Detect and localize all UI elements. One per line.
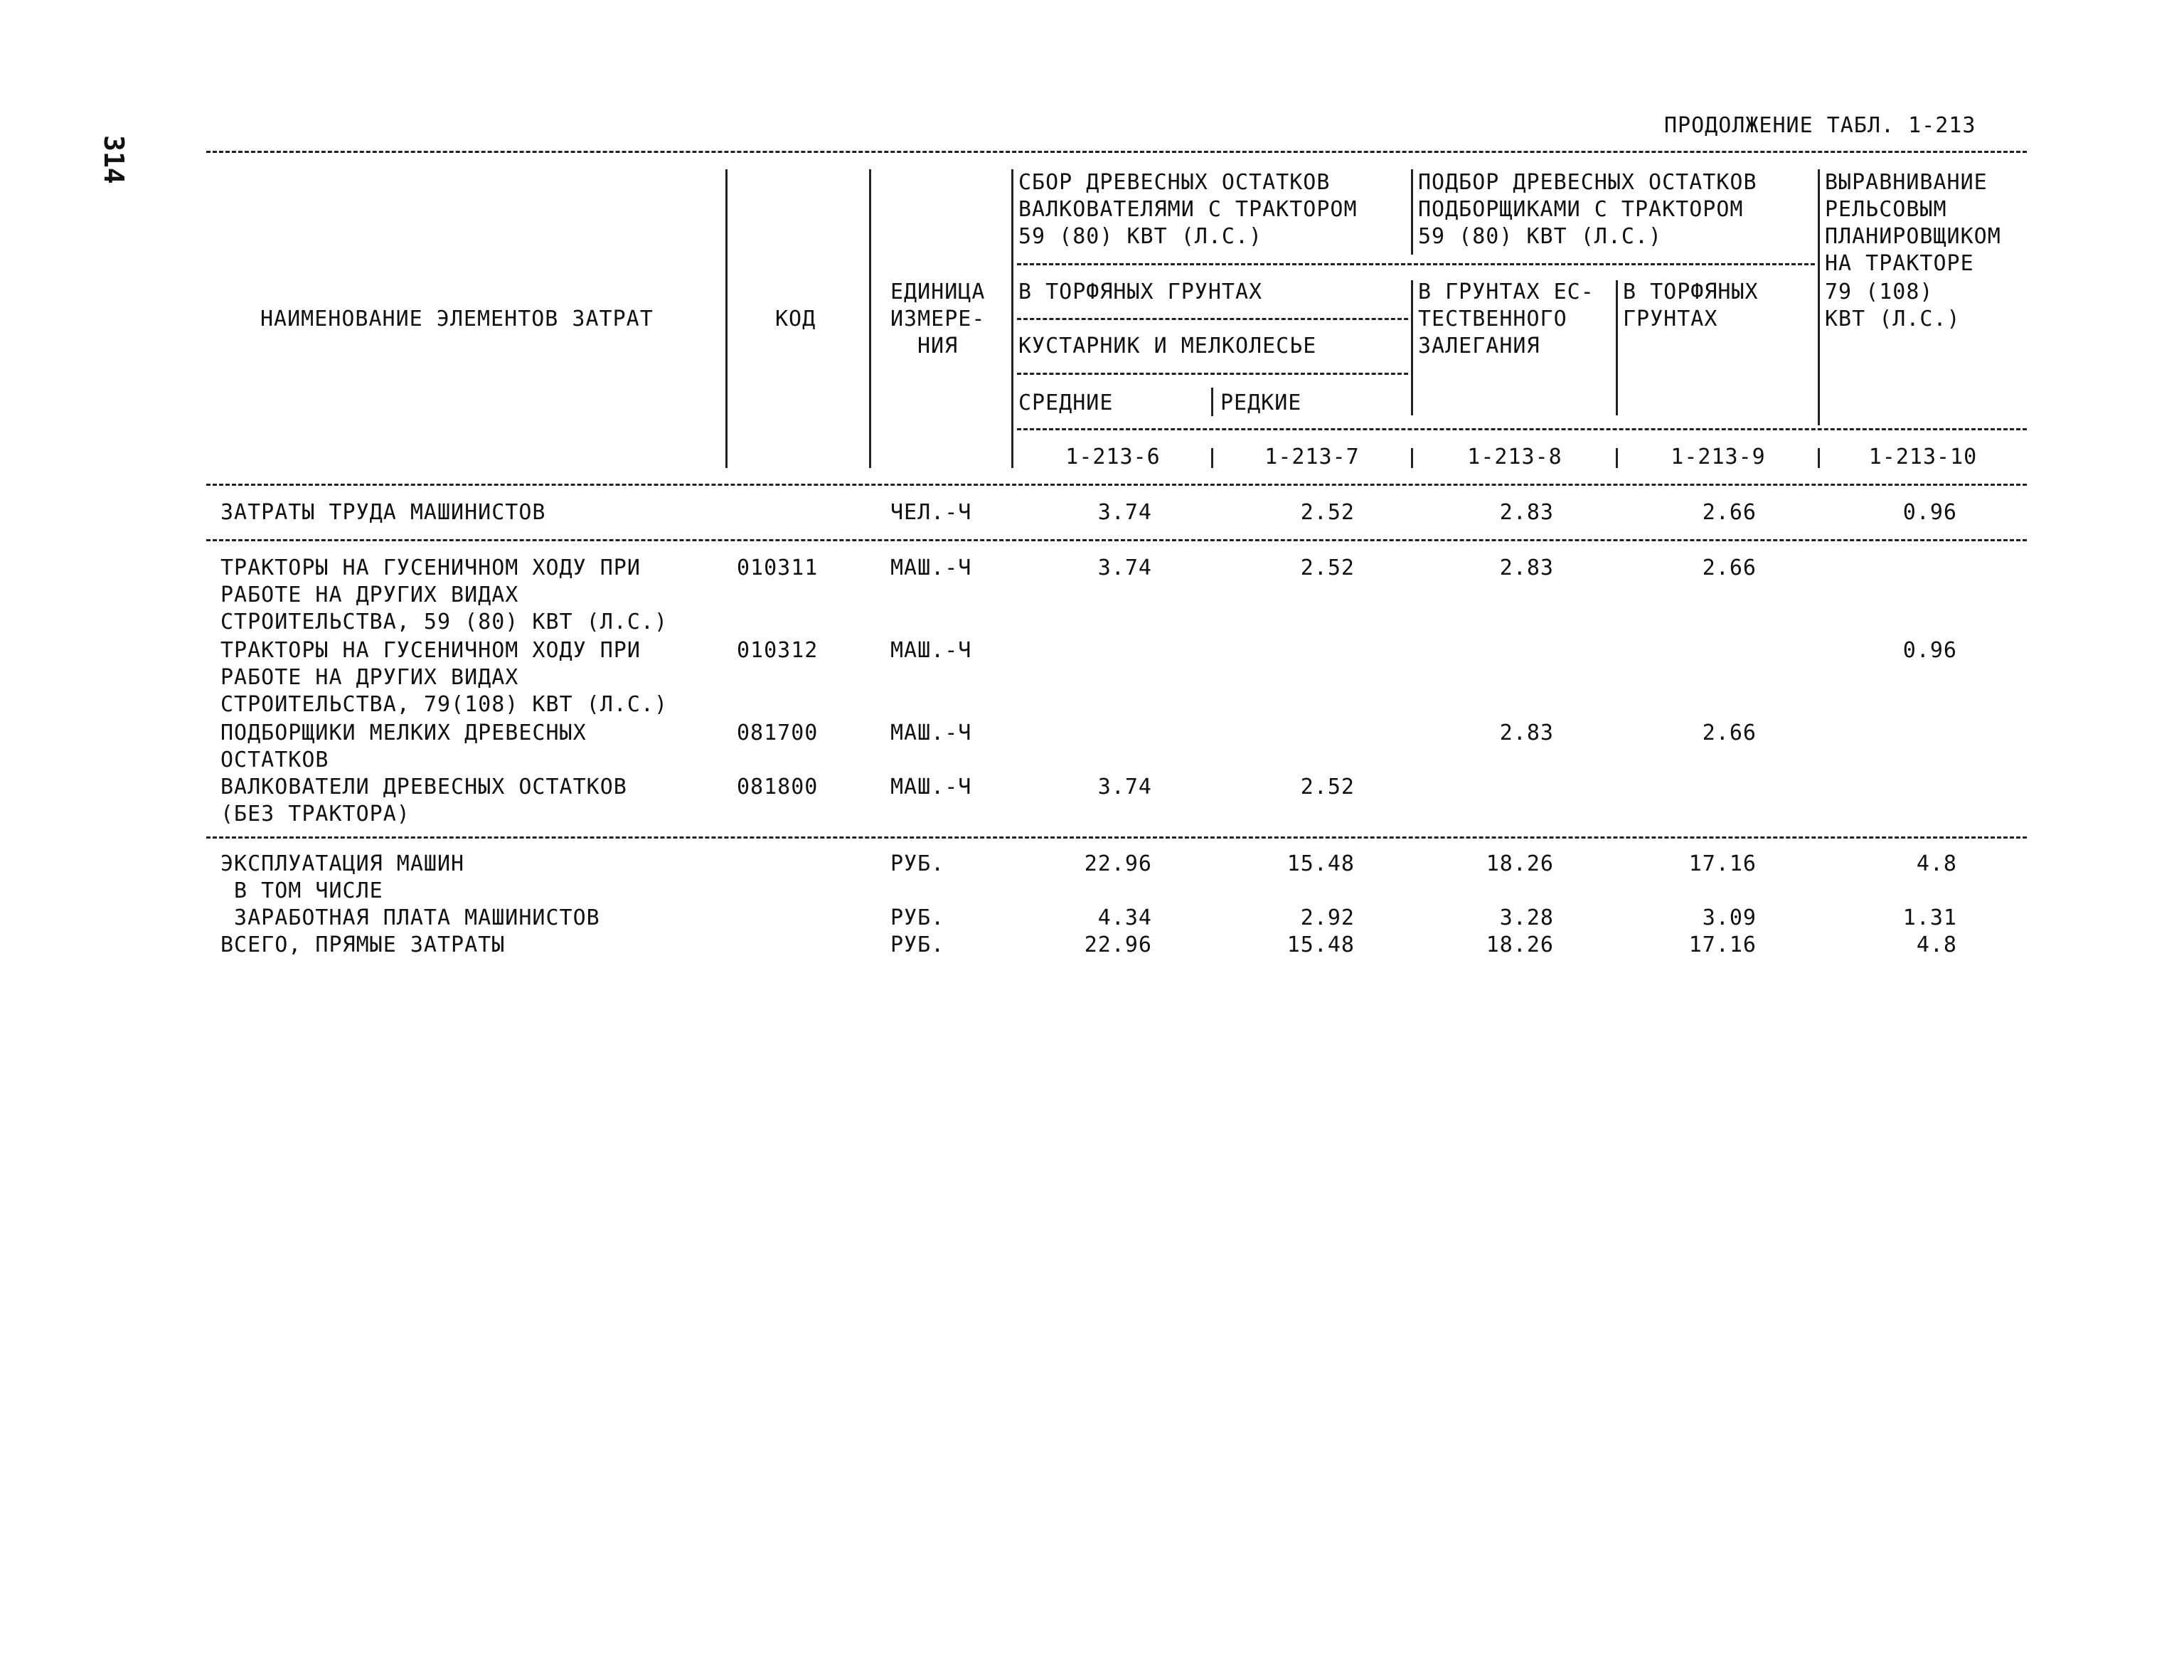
row-unit: РУБ. [890,932,945,957]
header-medium: СРЕДНИЕ [1018,390,1114,415]
header-unit-3: НИЯ [917,334,959,358]
row-unit: МАШ.-Ч [890,638,972,663]
header-divider [1818,448,1820,468]
row-value: 3.74 [1097,775,1152,799]
row-value: 17.16 [1688,932,1757,957]
row-name: ОСТАТКОВ [220,748,329,772]
row-value: 3.74 [1097,555,1152,580]
row-value: 2.83 [1499,500,1554,525]
header-shrub: КУСТАРНИК И МЕЛКОЛЕСЬЕ [1018,334,1317,358]
page-number: 314 [98,135,129,184]
header-natural-2: ТЕСТВЕННОГО [1418,307,1567,331]
group3-line4: НА ТРАКТОРЕ [1825,251,1974,276]
row-value: 3.09 [1702,905,1757,930]
row-value: 4.8 [1916,932,1957,957]
group3-line3: ПЛАНИРОВЩИКОМ [1825,224,2001,249]
row-value: 2.83 [1499,721,1554,745]
col-code-2: 1-213-7 [1264,445,1360,469]
row-unit: МАШ.-Ч [890,555,972,580]
header-divider [869,169,871,468]
row-name: РАБОТЕ НА ДРУГИХ ВИДАХ [220,583,519,607]
header-divider [1211,388,1213,416]
group2-line1: ПОДБОР ДРЕВЕСНЫХ ОСТАТКОВ [1418,170,1757,195]
header-code: КОД [775,307,816,331]
row-name: ВСЕГО, ПРЯМЫЕ ЗАТРАТЫ [220,932,506,957]
row-value: 3.74 [1097,500,1152,525]
group2-line2: ПОДБОРЩИКАМИ С ТРАКТОРОМ [1418,197,1744,222]
row-value: 0.96 [1902,500,1957,525]
col-code-5: 1-213-10 [1868,445,1978,469]
row-name: В ТОМ ЧИСЛЕ [220,878,383,903]
header-name: НАИМЕНОВАНИЕ ЭЛЕМЕНТОВ ЗАТРАТ [260,307,654,331]
group3-line5: 79 (108) [1825,280,1934,304]
group1-line3: 59 (80) КВТ (Л.С.) [1018,224,1263,249]
row-value: 18.26 [1486,932,1554,957]
row-value: 22.96 [1084,932,1152,957]
row-value: 2.52 [1300,500,1355,525]
row-value: 0.96 [1902,638,1957,663]
row-value: 22.96 [1084,851,1152,876]
header-divider [1411,280,1413,415]
row-name: ЭКСПЛУАТАЦИЯ МАШИН [220,851,465,876]
row-code: 010312 [737,638,819,663]
header-divider [725,169,728,468]
header-divider [1011,169,1013,468]
col-code-3: 1-213-8 [1467,445,1562,469]
row-value: 2.66 [1702,500,1757,525]
header-divider [1411,448,1413,468]
group1-line2: ВАЛКОВАТЕЛЯМИ С ТРАКТОРОМ [1018,197,1358,222]
header-rule [1017,263,1815,265]
row-value: 17.16 [1688,851,1757,876]
row-name: СТРОИТЕЛЬСТВА, 79(108) КВТ (Л.С.) [220,692,668,717]
row-name: ТРАКТОРЫ НА ГУСЕНИЧНОМ ХОДУ ПРИ [220,638,641,663]
header-rule [1017,373,1408,375]
group2-line3: 59 (80) КВТ (Л.С.) [1418,224,1663,249]
header-rule [1017,318,1408,320]
row-unit: РУБ. [890,905,945,930]
row-value: 2.66 [1702,721,1757,745]
header-peat2-2: ГРУНТАХ [1623,307,1718,331]
header-divider [1211,448,1213,468]
row-value: 2.66 [1702,555,1757,580]
row-value: 15.48 [1287,932,1355,957]
row-name: ЗАРАБОТНАЯ ПЛАТА МАШИНИСТОВ [220,905,600,930]
rule-section [206,539,2027,541]
header-sparse: РЕДКИЕ [1220,390,1302,415]
row-value: 2.52 [1300,775,1355,799]
table-caption: ПРОДОЛЖЕНИЕ ТАБЛ. 1-213 [1664,113,1976,138]
header-peat: В ТОРФЯНЫХ ГРУНТАХ [1018,280,1263,304]
group3-line1: ВЫРАВНИВАНИЕ [1825,170,1988,195]
row-name: СТРОИТЕЛЬСТВА, 59 (80) КВТ (Л.С.) [220,610,668,634]
group3-line6: КВТ (Л.С.) [1825,307,1961,331]
header-divider [1616,448,1618,468]
rule-section [206,836,2027,839]
row-value: 4.34 [1097,905,1152,930]
header-unit-1: ЕДИНИЦА [890,280,986,304]
row-value: 3.28 [1499,905,1554,930]
row-value: 2.52 [1300,555,1355,580]
header-divider [1818,169,1820,425]
rule-header-bottom [206,484,2027,486]
col-code-1: 1-213-6 [1065,445,1161,469]
row-value: 4.8 [1916,851,1957,876]
row-unit: РУБ. [890,851,945,876]
header-divider [1616,280,1618,415]
row-name: ВАЛКОВАТЕЛИ ДРЕВЕСНЫХ ОСТАТКОВ [220,775,627,799]
header-divider [1411,169,1413,255]
row-name: РАБОТЕ НА ДРУГИХ ВИДАХ [220,665,519,690]
row-value: 1.31 [1902,905,1957,930]
row-value: 2.92 [1300,905,1355,930]
row-code: 081700 [737,721,819,745]
row-value: 15.48 [1287,851,1355,876]
row-name: ЗАТРАТЫ ТРУДА МАШИНИСТОВ [220,500,546,525]
col-code-4: 1-213-9 [1671,445,1766,469]
header-rule [1017,428,2027,430]
row-code: 010311 [737,555,819,580]
header-natural-1: В ГРУНТАХ ЕС- [1418,280,1594,304]
header-unit-2: ИЗМЕРЕ- [890,307,986,331]
row-code: 081800 [737,775,819,799]
row-unit: МАШ.-Ч [890,721,972,745]
header-natural-3: ЗАЛЕГАНИЯ [1418,334,1540,358]
row-name: ПОДБОРЩИКИ МЕЛКИХ ДРЕВЕСНЫХ [220,721,587,745]
row-name: ТРАКТОРЫ НА ГУСЕНИЧНОМ ХОДУ ПРИ [220,555,641,580]
header-peat2-1: В ТОРФЯНЫХ [1623,280,1759,304]
row-unit: ЧЕЛ.-Ч [890,500,972,525]
rule-top [206,151,2027,153]
row-value: 18.26 [1486,851,1554,876]
group3-line2: РЕЛЬСОВЫМ [1825,197,1947,222]
row-unit: МАШ.-Ч [890,775,972,799]
row-value: 2.83 [1499,555,1554,580]
row-name: (БЕЗ ТРАКТОРА) [220,802,410,826]
group1-line1: СБОР ДРЕВЕСНЫХ ОСТАТКОВ [1018,170,1331,195]
